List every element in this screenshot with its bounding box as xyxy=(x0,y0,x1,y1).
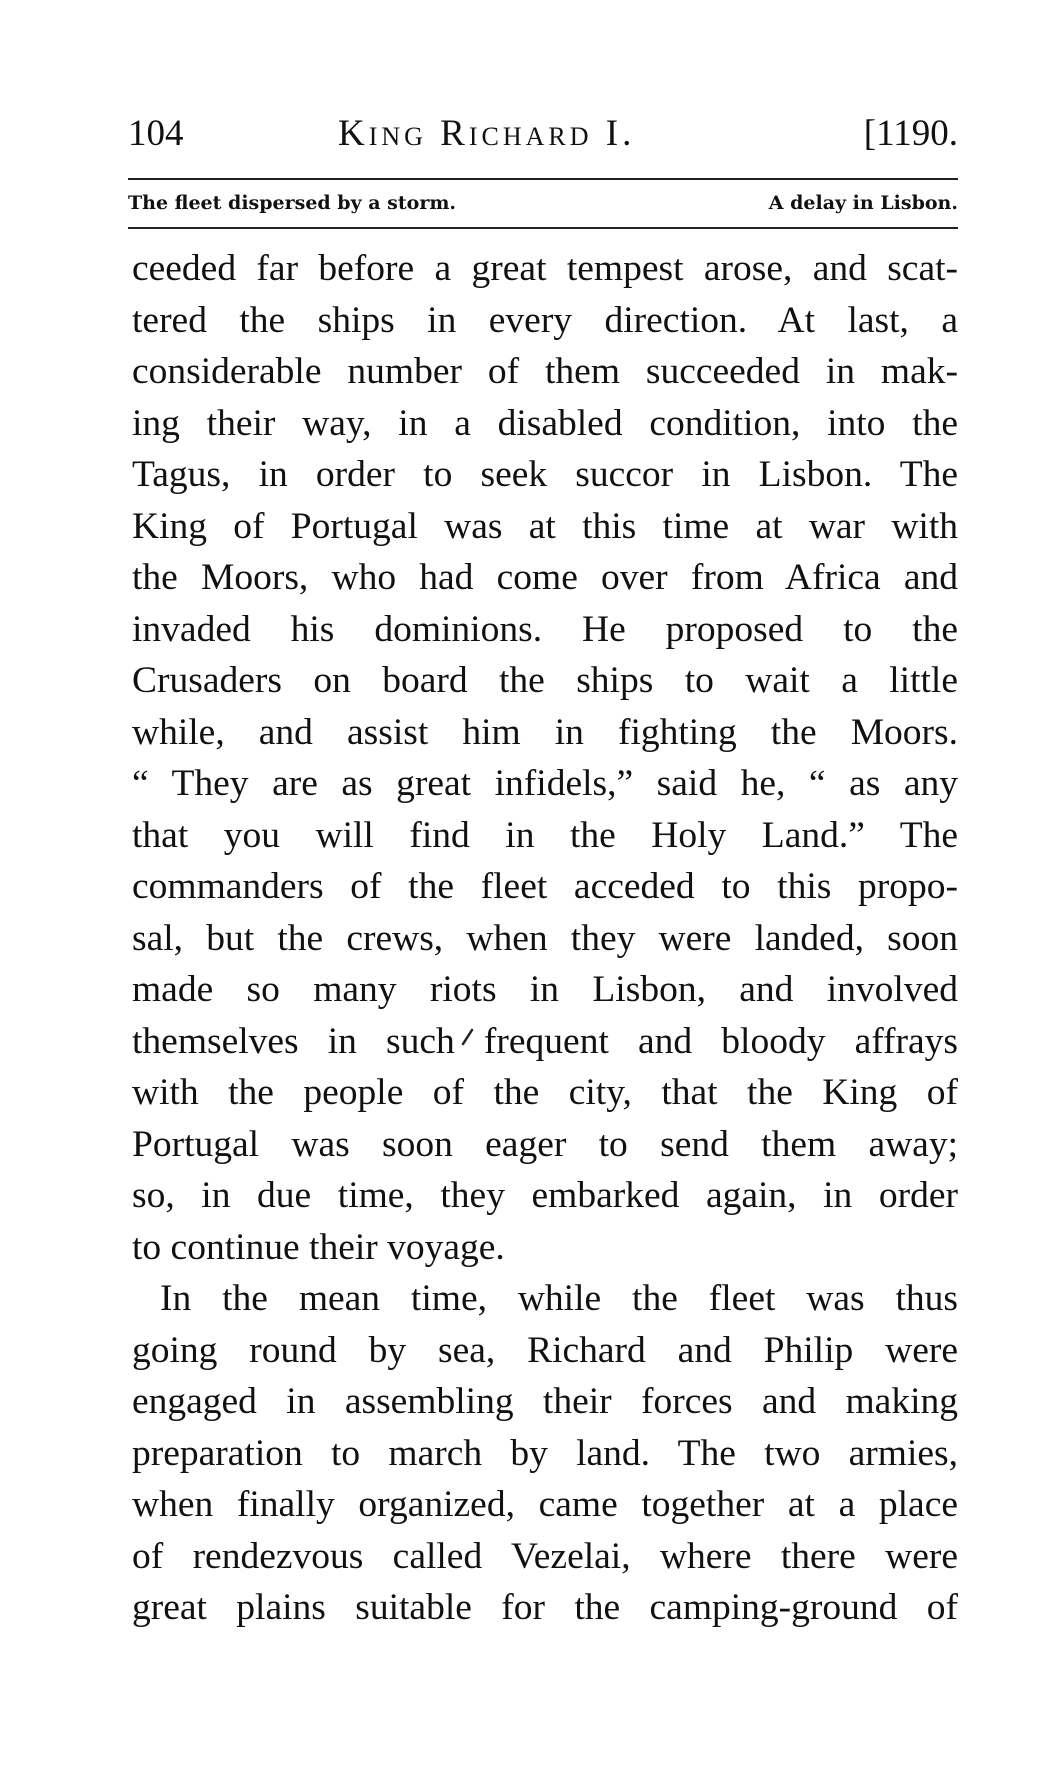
text-line: tered the ships in every direction. At last, a xyxy=(132,299,958,341)
text-line: Tagus, in order to seek succor in Lisbon. The xyxy=(132,454,958,495)
text-line: themselves in such frequent and bloody affrays xyxy=(132,1020,958,1062)
text-line: commanders of the fleet acceded to this propo- xyxy=(132,866,958,907)
page-header xyxy=(128,113,958,155)
text-line: made so many riots in Lisbon, and involved xyxy=(132,969,958,1010)
text-line: going round by sea, Richard and Philip were xyxy=(132,1329,958,1371)
text-line: preparation to march by land. The two armies, xyxy=(132,1432,958,1474)
text-line: sal, but the crews, when they were landed, soon xyxy=(132,917,958,959)
text-line: when finally organized, came together at a place xyxy=(132,1484,958,1525)
header-rule-bottom xyxy=(128,227,958,229)
text-line: ing their way, in a disabled condition, into the xyxy=(132,402,958,444)
text-line: the Moors, who had come over from Africa and xyxy=(132,557,958,598)
text-line: Crusaders on board the ships to wait a little xyxy=(132,660,958,701)
text-line: invaded his dominions. He proposed to the xyxy=(132,608,958,650)
body-text xyxy=(132,243,958,1634)
text-line: King of Portugal was at this time at war with xyxy=(132,505,958,547)
text-line: Portugal was soon eager to send them away; xyxy=(132,1123,958,1165)
marginal-note-right: A delay in Lisbon. xyxy=(768,192,958,214)
text-line: while, and assist him in fighting the Moors. xyxy=(132,711,958,753)
text-line: great plains suitable for the camping-ground of xyxy=(132,1587,958,1628)
year-marker: [1190. xyxy=(863,113,958,154)
text-line: to continue their voyage. xyxy=(132,1226,505,1268)
text-line: so, in due time, they embarked again, in order xyxy=(132,1175,958,1216)
text-line: ceeded far before a great tempest arose, and scat- xyxy=(132,248,958,289)
marginal-notes xyxy=(128,189,958,217)
text-line: In the mean time, while the fleet was thus xyxy=(160,1278,958,1319)
running-title: King Richard I. xyxy=(338,113,636,154)
stray-ink-mark xyxy=(460,1028,474,1046)
text-line: “ They are as great infidels,” said he, “ as any xyxy=(132,763,958,804)
header-rule-top xyxy=(128,178,958,180)
text-line: engaged in assembling their forces and making xyxy=(132,1381,958,1422)
text-line: with the people of the city, that the King of xyxy=(132,1072,958,1113)
text-line: considerable number of them succeeded in mak- xyxy=(132,351,958,392)
text-line: of rendezvous called Vezelai, where there were xyxy=(132,1535,958,1577)
page-number: 104 xyxy=(128,113,184,154)
marginal-note-left: The fleet dispersed by a storm. xyxy=(128,192,457,214)
text-line: that you will find in the Holy Land.” The xyxy=(132,814,958,856)
